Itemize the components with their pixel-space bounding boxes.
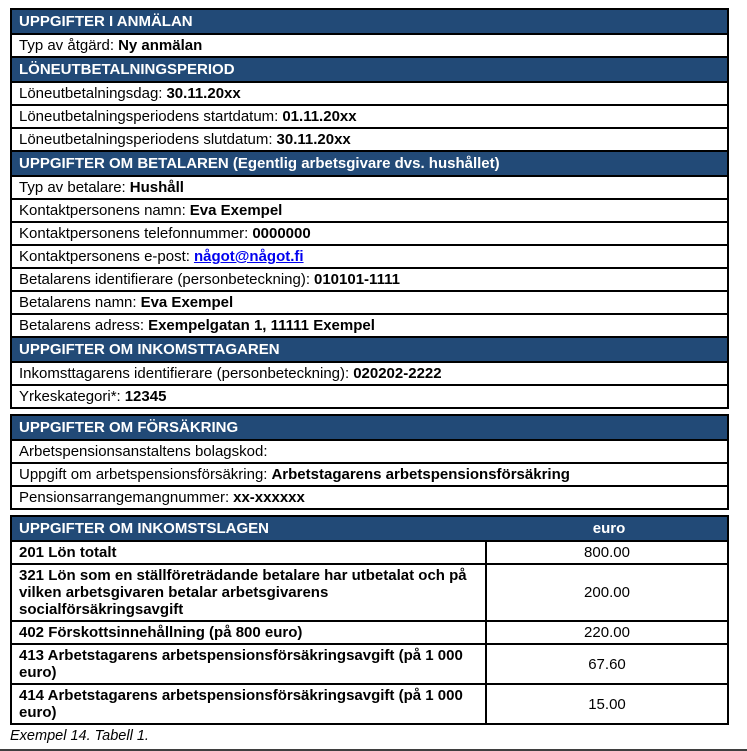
field-row (12, 104, 727, 127)
field-row (12, 290, 727, 313)
field-label: Betalarens namn: (19, 294, 137, 311)
field-row (12, 439, 727, 462)
field-row (12, 462, 727, 485)
field-value: Arbetstagarens arbetspensionsförsäkring (271, 466, 570, 483)
field-value: Exempelgatan 1, 11111 Exempel (148, 317, 375, 334)
field-value: Hushåll (129, 179, 184, 196)
income-types-table (10, 515, 729, 725)
section-header-loneutbetalningsperiod: LÖNEUTBETALNINGSPERIOD (12, 56, 727, 81)
euro-column-header: euro (592, 520, 626, 537)
field-label: Löneutbetalningsperiodens startdatum: (19, 108, 279, 125)
field-value: 30.11.20xx (276, 131, 351, 148)
field-value: Ny anmälan (118, 37, 203, 54)
field-label: Typ av åtgärd: (19, 37, 115, 54)
field-value: Eva Exempel (189, 202, 283, 219)
report-table-main (10, 8, 729, 409)
field-row (12, 361, 727, 384)
section-header-inkomsttagaren: UPPGIFTER OM INKOMSTTAGAREN (12, 336, 727, 361)
field-label: Uppgift om arbetspensionsförsäkring: (19, 466, 268, 483)
field-value: 0000000 (252, 225, 311, 242)
section-header-anmalan: UPPGIFTER I ANMÄLAN (12, 10, 727, 33)
field-row (12, 485, 727, 508)
income-label: 402 Förskottsinnehållning (på 800 euro) (12, 622, 487, 643)
field-row-email (12, 244, 727, 267)
income-amount: 800.00 (584, 544, 630, 561)
report-table-forsakring (10, 414, 729, 510)
field-label: Kontaktpersonens telefonnummer: (19, 225, 249, 242)
field-value: 010101-1111 (314, 271, 400, 288)
field-value: 30.11.20xx (166, 85, 241, 102)
field-row (12, 81, 727, 104)
income-amount: 15.00 (588, 695, 626, 713)
field-label: Betalarens identifierare (personbeteckning): (19, 271, 310, 288)
income-label: 321 Lön som en ställföreträdande betalare har utbetalat och på vilken arbetsgivaren betalar arbetsgivarens socialförsäkringsavgift (12, 565, 487, 620)
section-header-betalaren: UPPGIFTER OM BETALAREN (Egentlig arbetsgivare dvs. hushållet) (12, 150, 727, 175)
field-label: Kontaktpersonens namn: (19, 202, 186, 219)
section-header-inkomstslagen (12, 517, 727, 540)
field-row (12, 198, 727, 221)
field-row (12, 267, 727, 290)
field-label: Löneutbetalningsperiodens slutdatum: (19, 131, 273, 148)
field-row (12, 127, 727, 150)
field-value: Eva Exempel (140, 294, 234, 311)
income-amount: 200.00 (584, 584, 630, 601)
income-row (12, 563, 727, 620)
income-row (12, 540, 727, 563)
income-amount: 67.60 (588, 655, 626, 673)
field-label: Yrkeskategori*: (19, 388, 121, 405)
income-label: 413 Arbetstagarens arbetspensionsförsäkringsavgift (på 1 000 euro) (12, 645, 487, 683)
field-value: 020202-2222 (353, 365, 442, 382)
income-row (12, 620, 727, 643)
field-label: Kontaktpersonens e-post: (19, 248, 190, 265)
field-label: Löneutbetalningsdag: (19, 85, 163, 102)
field-label: Betalarens adress: (19, 317, 145, 334)
field-label: Pensionsarrangemangnummer: (19, 489, 230, 506)
field-label: Arbetspensionsanstaltens bolagskod: (19, 443, 268, 460)
field-value: xx-xxxxxx (233, 489, 305, 506)
field-label: Inkomsttagarens identifierare (personbeteckning): (19, 365, 350, 382)
field-row (12, 175, 727, 198)
field-row (12, 221, 727, 244)
table-caption: Exempel 14. Tabell 1. (10, 728, 149, 744)
field-row (12, 384, 727, 407)
income-table-title: UPPGIFTER OM INKOMSTSLAGEN (19, 520, 270, 537)
field-value: 01.11.20xx (282, 108, 357, 125)
income-row (12, 683, 727, 723)
field-row (12, 313, 727, 336)
field-row (12, 33, 727, 56)
field-label: Typ av betalare: (19, 179, 126, 196)
email-link[interactable]: något@något.fi (193, 248, 304, 265)
income-label: 201 Lön totalt (12, 542, 487, 563)
field-value: 12345 (124, 388, 167, 405)
income-row (12, 643, 727, 683)
income-amount: 220.00 (584, 624, 630, 641)
income-label: 414 Arbetstagarens arbetspensionsförsäkringsavgift (på 1 000 euro) (12, 685, 487, 723)
section-header-forsakring: UPPGIFTER OM FÖRSÄKRING (12, 416, 727, 439)
